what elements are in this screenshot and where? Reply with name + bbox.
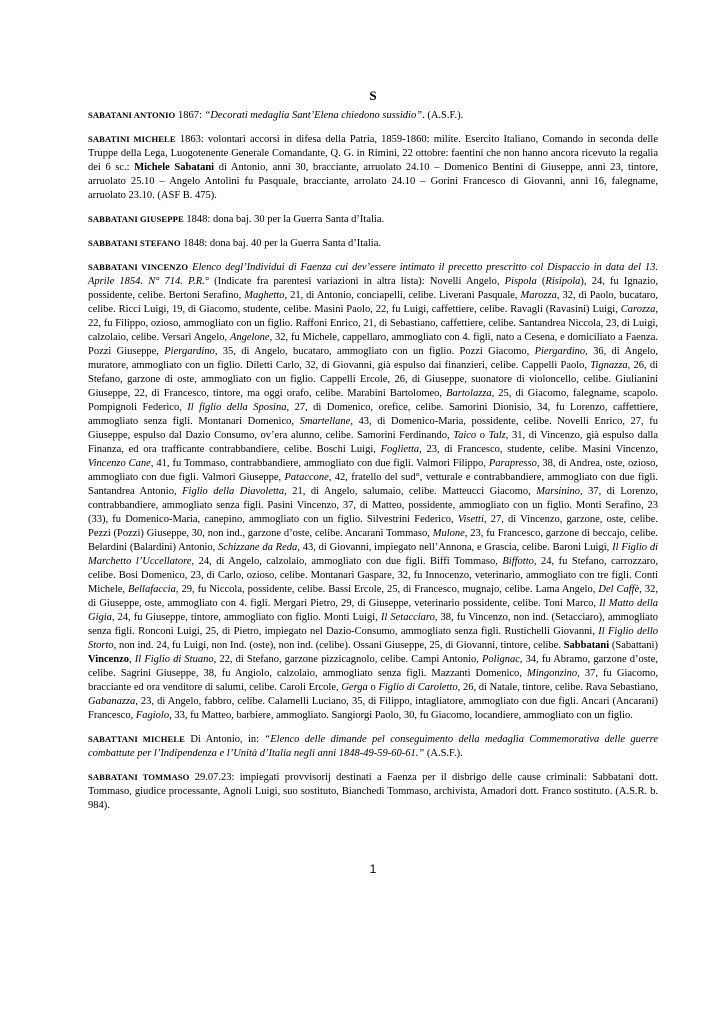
entry-text-segment: , 21, di Angelo, salumaio, celibe. Matteucci Giacomo, xyxy=(284,486,537,497)
entry-text-segment: Il Setacciaro xyxy=(380,612,435,623)
entry-text-segment: Taico xyxy=(453,430,477,441)
entry-text-segment: , 43, di Giovanni, impiegato nell’Annona, e Grascia, celibe. Baroni Luigi, xyxy=(297,542,613,553)
entry-text-segment: Biffotto xyxy=(502,556,534,567)
entry-text-segment: Il Figlio dello Storto xyxy=(88,626,658,651)
entries-list xyxy=(88,108,658,822)
entry-text-segment: , 38, di Andrea, oste, ozioso, ammogliato con due figli. Valmori Giuseppe, xyxy=(88,458,659,483)
entry-text-segment: Polignac xyxy=(482,654,520,665)
entry-name: SABBATANI TOMMASO xyxy=(88,772,190,782)
entry-text-segment: Angelone xyxy=(229,332,270,343)
entry-text-segment: Tignazza xyxy=(590,360,628,371)
entry-text-segment: Elenco degl’Individui di Faenza cui dev’essere intimato il precetto prescritto col Dispaccio in data del 13. Aprile 1854. N° 714. P.R.° xyxy=(88,262,659,287)
entry-text-segment: , 27, di Domenico, orefice, celibe. Samorini Dionisio, 34, fu Lorenzo, caffettiere, ammogliato senza figli. Montanari Domenico, xyxy=(88,402,658,427)
entry-text-segment: (Sabattani) xyxy=(609,640,658,651)
entry-text-segment: , 23, fu Francesco, garzone di beccajo, celibe. Belardini (Balardini) Antonio, xyxy=(88,528,658,553)
entry-text-segment: di Antonio, anni 30, bracciante, arruolato 24.10 – Domenico Bentini di Giuseppe, anni 23, tintore, arruolato 25.10 – Angelo Antolini fu Pasquale, bracciante, arrolato 24.10 – Gorini Francesco di Giovanni, anni 16, falegname, arruolato 23.10. (ASF B. 475). xyxy=(88,162,658,201)
entry-text-segment: Schizzane da Reda xyxy=(218,542,298,553)
entry-text-segment: Sabbatani xyxy=(563,640,610,651)
entry-text-segment: . (A.S.F.). xyxy=(422,110,464,121)
entry-text-segment: o xyxy=(367,682,379,693)
entry-text-segment: , 27, di Vincenzo, garzone, oste, celibe. Pezzi (Pozzi) Giuseppe, 30, non ind., garzone d’oste, celibe. Ancarani Tommaso, xyxy=(88,514,658,539)
entry-text-segment: Figlio di Caroletto xyxy=(378,682,458,693)
entry-text-segment: , 35, di Angelo, bucataro, ammogliato con un figlio. Pozzi Giacomo, xyxy=(214,346,535,357)
entry-text-segment: Foglietta xyxy=(380,444,420,455)
entry-text-segment: Il figlio della Sposina xyxy=(187,402,287,413)
entry-text-segment: , non ind. 24, fu Luigi, non Ind. (oste), non ind. (celibe). Ossani Giuseppe, 25, di Giovanni, tintore, celibe. xyxy=(113,640,564,651)
entry-name: SABATANI ANTONIO xyxy=(88,110,176,120)
entry-text-segment: , 29, fu Niccola, possidente, celibe. Bassi Ercole, 25, di Francesco, mugnajo, celibe. Lama Angelo, xyxy=(175,584,599,595)
entry-text-segment: Parapresso xyxy=(488,458,537,469)
entry-text-segment: , 21, di Antonio, conciapelli, celibe. Liverani Pasquale, xyxy=(284,290,521,301)
entry-text-segment: Di Antonio, in: xyxy=(184,734,265,745)
entry-paragraph xyxy=(88,212,658,227)
entry-text-segment: , 32, fu Michele, cappellaro, ammogliato con 4. figli, nato a Cesena, e domiciliato a Faenza. Pozzi Giuseppe, xyxy=(88,332,659,357)
entry-text-segment: Piergardino xyxy=(534,346,586,357)
entry-text-segment: , 23, di Francesco, studente, celibe. Masini Vincenzo, xyxy=(419,444,658,455)
entry-text-segment: , 22, fu Filippo, ozioso, ammogliato con un figlio. Raffoni Enrico, 21, di Sebastiano, caffettiere, celibe. Santandrea Niccola, 23, di Luigi, calzolaio, celibe. Versari Angelo, xyxy=(88,304,658,343)
entry-text-segment: Marozza xyxy=(520,290,557,301)
entry-paragraph xyxy=(88,260,658,723)
entry-text-segment: Mulone xyxy=(432,528,465,539)
entry-text-segment: , 22, di Stefano, garzone pizzicagnolo, celibe. Campi Antonio, xyxy=(213,654,482,665)
entry-name: SABBATANI STEFANO xyxy=(88,238,181,248)
entry-text-segment: , 42, fratello del sud°, vetturale e contrabbandiere, ammogliato con due figli. Santandrea Antonio, xyxy=(88,472,658,497)
entry-text-segment: Pispola xyxy=(504,276,537,287)
entry-text-segment: , 24, fu Giuseppe, tintore, ammogliato con figlio. Monti Luigi, xyxy=(111,612,381,623)
entry-text-segment: o xyxy=(476,430,489,441)
entry-text-segment: ), 24, fu Ignazio, possidente, celibe. Bertoni Serafino, xyxy=(88,276,659,301)
entry-text-segment: , 34, fu Abramo, garzone d’oste, celibe. Sagrini Giuseppe, 38, fu Angiolo, calzolaio, ammogliato senza figli. Mazzanti Domenico, xyxy=(88,654,659,679)
entry-text-segment: (A.S.F.). xyxy=(424,748,463,759)
entry-text-segment: Talz xyxy=(488,430,506,441)
entry-text-segment: 29.07.23: impiegati provvisorij destinati a Faenza per il disbrigo delle cause criminali: Sabbatani dott. Tommaso, giudice processante, Agnoli Luigi, suo sostituto, Bianchedi Tommaso, archivista, Amadori dott. Franco sostituto. (A.S.R. b. 984). xyxy=(88,772,658,811)
entry-text-segment: , xyxy=(129,654,135,665)
entry-text-segment: , 26, di Stefano, garzone di oste, ammogliato con un figlio. Cappelli Ercole, 26, di Giuseppe, suonatore di violoncello, celibe. Giulianini Giuseppe, 22, di Francesco, tintore, ma oggi orafo, celibe. Marabini Bartolomeo, xyxy=(88,360,658,399)
entry-text-segment: Bellafaccia xyxy=(128,584,176,595)
entry-text-segment: 1863: volontari accorsi in difesa della Patria, 1859-1860: milite. Esercito Italiano, Comando in seconda delle Truppe della Lega, Luogotenente Generale Comandante, Q. G. in Rimini, 22 ottobre: faentini che non hanno ancora ricevuto la regalia dei 6 sc.: xyxy=(88,134,658,173)
entry-text-segment: 1867: xyxy=(175,110,205,121)
entry-text-segment: Gabanazza xyxy=(88,696,136,707)
entry-text-segment: , 24, fu Stefano, carrozzaro, celibe. Bosi Domenico, 23, di Carlo, ozioso, celibe. Montanari Gaspare, 32, fu Innocenzo, veterinario, ammogliato con tre figli. Conti Michele, xyxy=(88,556,658,595)
entry-text-segment: Mingonzino xyxy=(527,668,578,679)
entry-text-segment: 1848: dona baj. 40 per la Guerra Santa d’Italia. xyxy=(180,238,381,249)
section-letter-heading: S xyxy=(369,88,377,103)
entry-text-segment: Il Figlio di Marchetto l’Uccellatore xyxy=(88,542,658,567)
entry-paragraph xyxy=(88,132,658,203)
entry-paragraph xyxy=(88,108,658,123)
entry-text-segment: Piergardino xyxy=(164,346,215,357)
entry-text-segment: Il Figlio di Stuano xyxy=(134,654,214,665)
entry-name: SABBATANI GIUSEPPE xyxy=(88,214,184,224)
entry-text-segment: Maghetto xyxy=(244,290,285,301)
entry-paragraph xyxy=(88,236,658,251)
entry-text-segment: , 31, di Vincenzo, già espulso dalla Finanza, ed ora trafficante contrabbandiere, celibe. Boschi Luigi, xyxy=(88,430,659,455)
entry-text-segment: Gerga xyxy=(341,682,368,693)
entry-text-segment: , 36, di Angelo, muratore, ammogliato con un figlio. Diletti Carlo, 32, di Giovanni, già espulso dai finanzieri, celibe. Cappelli Paolo, xyxy=(88,346,658,371)
entry-text-segment: Pataccone xyxy=(284,472,329,483)
entry-text-segment: “Elenco delle dimande pel conseguimento della medaglia Commemorativa delle guerre combattute per l’Indipendenza e l’Unità d’Italia negli anni 1848-49-59-60-61.” xyxy=(88,734,658,759)
entry-text-segment: Del Caffè xyxy=(598,584,640,595)
entry-paragraph xyxy=(88,732,658,761)
entry-text-segment: Vincenzo xyxy=(88,654,130,665)
entry-text-segment: , 37, di Lorenzo, contrabbandiere, ammogliato senza figli. Pasini Vincenzo, 37, di Matteo, possidente, ammogliato con un figlio. Monti Serafino, 23 (33), fu Domenico-Maria, canepino, ammogliato con un figlio. Silvestrini Federico, xyxy=(88,486,659,525)
entry-text-segment: (Indicate fra parentesi variazioni in altra lista): Novelli Angelo, xyxy=(209,276,505,287)
entry-name: SABBATANI VINCENZO xyxy=(88,262,189,272)
entry-text-segment: Fagiolo xyxy=(135,710,170,721)
entry-text-segment: , 24, di Angelo, calzolaio, ammogliato con due figli. Biffi Tommaso, xyxy=(191,556,503,567)
entry-name: SABATTANI MICHELE xyxy=(88,734,185,744)
page-number: 1 xyxy=(369,862,377,876)
entry-text-segment: Visetti xyxy=(457,514,484,525)
entry-text-segment: Risipola xyxy=(545,276,581,287)
entry-text-segment: Vincenzo Cane xyxy=(88,458,151,469)
entry-text-segment: , 41, fu Tommaso, contrabbandiere, ammogliato con due figli. Valmori Filippo, xyxy=(150,458,489,469)
entry-paragraph xyxy=(88,770,658,813)
entry-text-segment: Smartellane xyxy=(299,416,351,427)
entry-text-segment: , 33, fu Matteo, barbiere, ammogliato. Sangiorgi Paolo, 30, fu Giacomo, locandiere, ammogliato con un figlio. xyxy=(169,710,633,721)
entry-text-segment: Michele Sabatani xyxy=(134,162,215,173)
entry-text-segment: Marsinino xyxy=(536,486,580,497)
entry-text-segment: Carozza xyxy=(620,304,656,315)
entry-text-segment: , 32, di Paolo, bucataro, celibe. Ricci Luigi, 19, di Giacomo, studente, celibe. Masini Paolo, 22, fu Luigi, caffettiere, celibe. Ravagli (Ravasini) Luigi, xyxy=(88,290,658,315)
entry-text-segment: , 38, fu Vincenzo, non ind. (Setacciaro), ammogliato senza figli. Ronconi Luigi, 25, di Pietro, impiegato nel Dazio-Consumo, ammogliato senza figli. Rustichelli Giovanni, xyxy=(88,612,658,637)
entry-text-segment: Figlio della Diavoletta xyxy=(182,486,285,497)
entry-name: SABATINI MICHELE xyxy=(88,134,176,144)
entry-text-segment: , 25, di Giacomo, falegname, scapolo. Pompignoli Federico, xyxy=(88,388,658,413)
entry-text-segment: “Decorati medaglia Sant’Elena chiedono sussidio” xyxy=(204,110,423,121)
entry-text-segment: , 26, di Natale, tintore, celibe. Rava Sebastiano, xyxy=(457,682,658,693)
entry-text-segment: , 37, fu Giacomo, bracciante ed ora venditore di salumi, celibe. Caroli Ercole, xyxy=(88,668,658,693)
entry-text-segment: , 43, di Domenico-Maria, possidente, celibe. Novelli Enrico, 27, fu Giuseppe, espulso dal Dazio Consumo, ov’era alunno, celibe. Samorini Ferdinando, xyxy=(88,416,658,441)
entry-text-segment: ( xyxy=(536,276,546,287)
entry-text-segment: , 23, di Angelo, fabbro, celibe. Calamelli Luciano, 35, di Filippo, intagliatore, ammogliato con due figli. Ancari (Ancarani) Francesco, xyxy=(88,696,658,721)
entry-text-segment: Bartolazza xyxy=(446,388,492,399)
entry-text-segment: Il Matto della Gigia xyxy=(88,598,658,623)
entry-text-segment: 1848: dona baj. 30 per la Guerra Santa d’Italia. xyxy=(183,214,385,225)
entry-text-segment: , 32, di Giuseppe, oste, ammogliato con 4. figli. Mergari Pietro, 29, di Giuseppe, veterinario possidente, celibe. Toni Marco, xyxy=(88,584,659,609)
